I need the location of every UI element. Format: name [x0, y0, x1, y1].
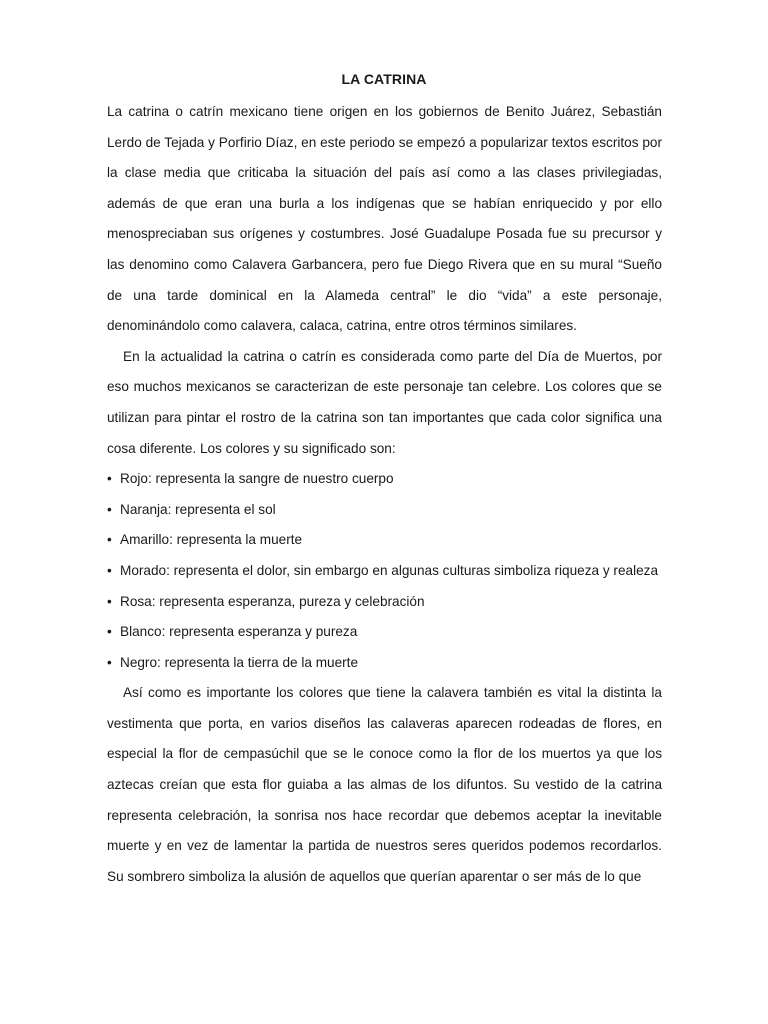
- list-item-text: Naranja: representa el sol: [120, 501, 276, 517]
- bullet-icon: •: [107, 501, 112, 517]
- bullet-icon: •: [107, 471, 112, 487]
- list-item: [107, 556, 662, 587]
- list-item: [107, 495, 662, 526]
- paragraph-attire: Así como es importante los colores que tiene la calavera también es vital la distinta la vestimenta que porta, en varios diseños las calaveras aparecen rodeadas de flores, en especial la flor de cempasúchil que se le conoce como la flor de los muertos ya que los aztecas creían que esta flor guiaba a las almas de los difuntos. Su vestido de la catrina representa celebración, la sonrisa nos hace recordar que debemos aceptar la inevitable muerte y en vez de lamentar la partida de nuestros seres queridos podemos recordarlos. Su sombrero simboliza la alusión de aquellos que querían aparentar o ser más de lo que: [107, 685, 662, 884]
- list-item-text: Blanco: representa esperanza y pureza: [120, 624, 358, 640]
- list-item: [107, 617, 662, 648]
- bullet-icon: •: [107, 562, 112, 578]
- document-title: LA CATRINA: [341, 71, 427, 87]
- bullet-icon: •: [107, 593, 112, 609]
- list-item: [107, 648, 662, 679]
- bullet-icon: •: [107, 532, 112, 548]
- bullet-icon: •: [107, 654, 112, 670]
- bullet-icon: •: [107, 624, 112, 640]
- colors-list: [107, 464, 662, 678]
- list-item-text: Rosa: representa esperanza, pureza y celebración: [120, 593, 425, 609]
- document-body: [107, 97, 662, 892]
- paragraph-origin: La catrina o catrín mexicano tiene origen en los gobiernos de Benito Juárez, Sebastián Lerdo de Tejada y Porfirio Díaz, en este periodo se empezó a popularizar textos escritos por la clase media que criticaba la situación del país así como a las clases privilegiadas, además de que eran una burla a los indígenas que se habían enriquecido y por ello menospreciaban sus orígenes y costumbres. José Guadalupe Posada fue su precursor y las denomino como Calavera Garbancera, pero fue Diego Rivera que en su mural “Sueño de una tarde dominical en la Alameda central” le dio “vida” a este personaje, denominándolo como calavera, calaca, catrina, entre otros términos similares.: [107, 104, 662, 334]
- list-item: [107, 587, 662, 618]
- list-item-text: Negro: representa la tierra de la muerte: [120, 654, 359, 670]
- list-item-text: Rojo: representa la sangre de nuestro cuerpo: [120, 471, 394, 487]
- list-item-text: Amarillo: representa la muerte: [120, 532, 303, 548]
- list-item-text: Morado: representa el dolor, sin embargo en algunas culturas simboliza riqueza y realeza: [120, 562, 659, 578]
- list-item: [107, 525, 662, 556]
- list-item: [107, 464, 662, 495]
- paragraph-colors-intro: En la actualidad la catrina o catrín es considerada como parte del Día de Muertos, por eso muchos mexicanos se caracterizan de este personaje tan celebre. Los colores que se utilizan para pintar el rostro de la catrina son tan importantes que cada color significa una cosa diferente. Los colores y su significado son:: [107, 348, 662, 456]
